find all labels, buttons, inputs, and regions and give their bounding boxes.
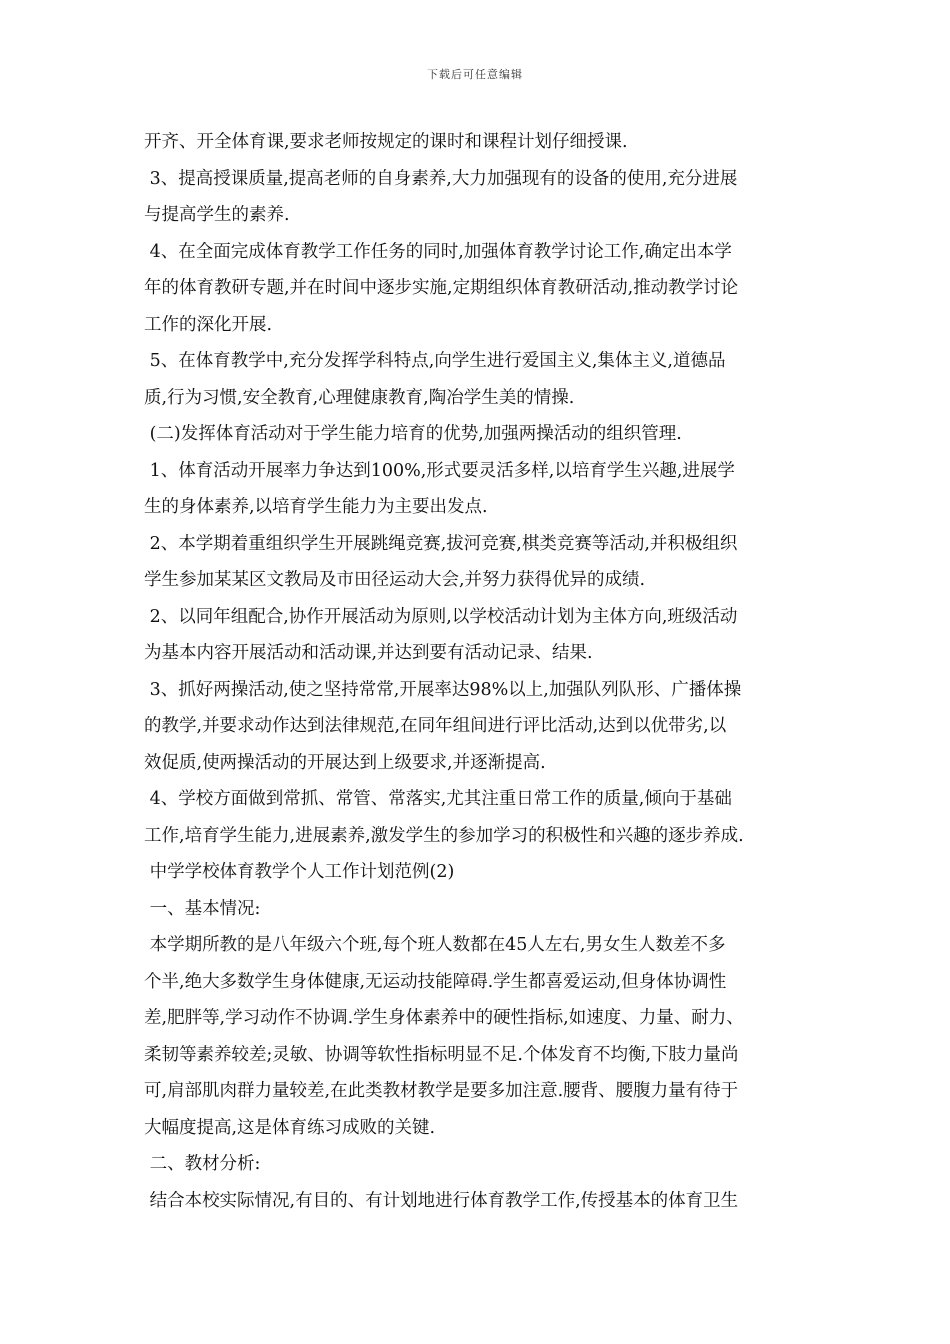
text-line: 2、以同年组配合,协作开展活动为原则,以学校活动计划为主体方向,班级活动 [144, 606, 738, 627]
section-heading: (二)发挥体育活动对于学生能力培育的优势,加强两操活动的组织管理. [144, 424, 682, 444]
text-line: 与提高学生的素养. [144, 205, 290, 225]
text-line: 工作的深化开展. [144, 314, 273, 335]
section-heading: 一、基本情况: [144, 898, 261, 919]
text-line: 学生参加某某区文教局及市田径运动大会,并努力获得优异的成绩. [144, 570, 646, 590]
section-heading: 二、教材分析: [144, 1154, 261, 1174]
text-line: 可,肩部肌肉群力量较差,在此类教材教学是要多加注意.腰背、腰腹力量有待于 [144, 1081, 739, 1101]
text-line: 为基本内容开展活动和活动课,并达到要有活动记录、结果. [144, 643, 593, 663]
text-line: 5、在体育教学中,充分发挥学科特点,向学生进行爱国主义,集体主义,道德品 [144, 351, 726, 371]
text-line: 年的体育教研专题,并在时间中逐步实施,定期组织体育教研活动,推动教学讨论 [144, 278, 739, 298]
text-line: 个半,绝大多数学生身体健康,无运动技能障碍.学生都喜爱运动,但身体协调性 [144, 971, 727, 992]
text-line: 工作,培育学生能力,进展素养,激发学生的参加学习的积极性和兴趣的逐步养成. [144, 825, 744, 846]
page-header: 下载后可任意编辑 [427, 68, 523, 81]
text-line: 4、学校方面做到常抓、常管、常落实,尤其注重日常工作的质量,倾向于基础 [144, 789, 732, 809]
text-line: 效促质,使两操活动的开展达到上级要求,并逐渐提高. [144, 752, 546, 773]
text-line: 2、本学期着重组织学生开展跳绳竞赛,拔河竞赛,棋类竞赛等活动,并积极组织 [144, 533, 738, 554]
text-line: 质,行为习惯,安全教育,心理健康教育,陶冶学生美的情操. [144, 387, 575, 408]
document-body [144, 124, 814, 1219]
text-line: 结合本校实际情况,有目的、有计划地进行体育教学工作,传授基本的体育卫生 [144, 1190, 739, 1211]
text-line: 1、体育活动开展率力争达到100%,形式要灵活多样,以培育学生兴趣,进展学 [144, 460, 735, 481]
text-line: 本学期所教的是八年级六个班,每个班人数都在45人左右,男女生人数差不多 [144, 935, 726, 955]
text-line: 4、在全面完成体育教学工作任务的同时,加强体育教学讨论工作,确定出本学 [144, 241, 732, 262]
document-subtitle: 中学学校体育教学个人工作计划范例(2) [144, 862, 455, 882]
text-line: 开齐、开全体育课,要求老师按规定的课时和课程计划仔细授课. [144, 132, 628, 152]
text-line: 3、抓好两操活动,使之坚持常常,开展率达98%以上,加强队列队形、广播体操 [144, 679, 742, 700]
text-line: 大幅度提高,这是体育练习成败的关键. [144, 1117, 436, 1138]
text-line: 差,肥胖等,学习动作不协调.学生身体素养中的硬性指标,如速度、力量、耐力、 [144, 1008, 744, 1028]
text-line: 生的身体素养,以培育学生能力为主要出发点. [144, 497, 488, 517]
text-line: 3、提高授课质量,提高老师的自身素养,大力加强现有的设备的使用,充分进展 [144, 168, 738, 189]
text-line: 的教学,并要求动作达到法律规范,在同年组间进行评比活动,达到以优带劣,以 [144, 716, 727, 736]
text-line: 柔韧等素养较差;灵敏、协调等软性指标明显不足.个体发育不均衡,下肢力量尚 [144, 1044, 739, 1065]
